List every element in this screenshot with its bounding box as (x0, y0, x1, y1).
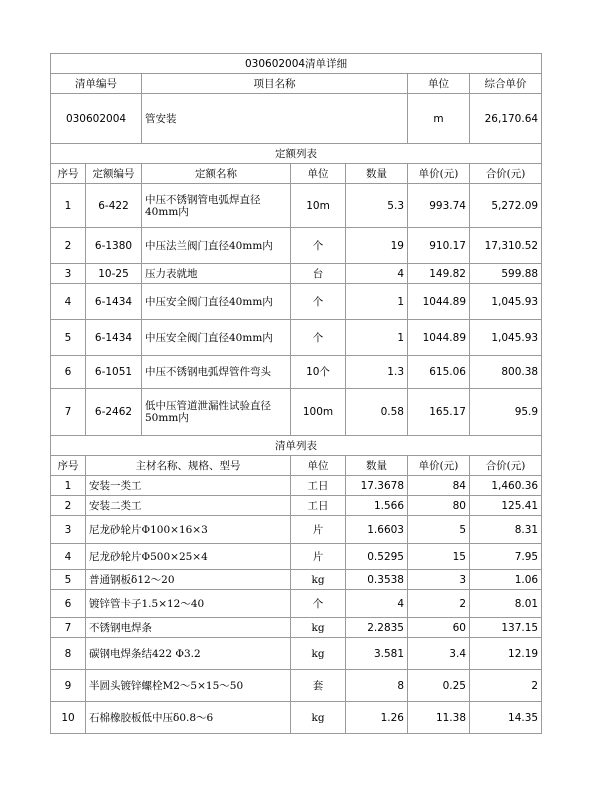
quota-row-no: 6 (51, 356, 86, 389)
quota-row-code: 6-2462 (86, 389, 142, 436)
quota-row (51, 184, 542, 228)
materials-row-no: 5 (51, 570, 86, 590)
quota-row-qty: 1.3 (346, 356, 408, 389)
quota-row-qty: 0.58 (346, 389, 408, 436)
materials-row-price: 2 (408, 590, 470, 618)
materials-row-price: 0.25 (408, 670, 470, 702)
materials-row-price: 80 (408, 496, 470, 516)
materials-row-no: 8 (51, 638, 86, 670)
materials-header-name: 主材名称、规格、型号 (86, 456, 291, 476)
quota-row-name: 中压安全阀门直径40mm内 (142, 320, 291, 356)
materials-row-no: 10 (51, 702, 86, 734)
quota-row-unit: 个 (291, 320, 346, 356)
materials-row-unit: 工日 (291, 476, 346, 496)
materials-row-total: 14.35 (470, 702, 542, 734)
materials-header-unit: 单位 (291, 456, 346, 476)
quota-header-row (51, 164, 542, 184)
materials-row (51, 544, 542, 570)
quota-header-no: 序号 (51, 164, 86, 184)
materials-row-qty: 1.6603 (346, 516, 408, 544)
quota-row (51, 228, 542, 264)
quota-row-no: 1 (51, 184, 86, 228)
materials-row (51, 570, 542, 590)
summary-header-row (51, 74, 542, 94)
quota-row-price: 1044.89 (408, 320, 470, 356)
materials-row-name: 半圆头镀锌螺栓M2～5×15～50 (86, 670, 291, 702)
materials-row-qty: 0.5295 (346, 544, 408, 570)
quota-row-no: 2 (51, 228, 86, 264)
materials-row-name: 镀锌管卡子1.5×12～40 (86, 590, 291, 618)
materials-row-unit: kg (291, 618, 346, 638)
quota-row-qty: 19 (346, 228, 408, 264)
summary-code: 030602004 (51, 94, 142, 144)
materials-row-total: 7.95 (470, 544, 542, 570)
materials-row (51, 670, 542, 702)
quota-header-total: 合价(元) (470, 164, 542, 184)
materials-row (51, 702, 542, 734)
quota-row-qty: 4 (346, 264, 408, 284)
materials-row-qty: 4 (346, 590, 408, 618)
materials-row-qty: 3.581 (346, 638, 408, 670)
materials-header-price: 单价(元) (408, 456, 470, 476)
quota-section-title: 定额列表 (51, 144, 542, 164)
quota-row (51, 320, 542, 356)
materials-row-name: 碳钢电焊条结422 Φ3.2 (86, 638, 291, 670)
quota-row-code: 10-25 (86, 264, 142, 284)
materials-row-price: 3 (408, 570, 470, 590)
quota-row-name: 中压不锈钢管电弧焊直径40mm内 (142, 184, 291, 228)
materials-row-no: 4 (51, 544, 86, 570)
materials-row-unit: kg (291, 638, 346, 670)
title-row (51, 54, 542, 74)
materials-row-unit: kg (291, 570, 346, 590)
quota-row-unit: 台 (291, 264, 346, 284)
quota-row-total: 95.9 (470, 389, 542, 436)
quota-row-price: 165.17 (408, 389, 470, 436)
quota-row-price: 993.74 (408, 184, 470, 228)
quota-header-unit: 单位 (291, 164, 346, 184)
materials-header-total: 合价(元) (470, 456, 542, 476)
materials-row-price: 60 (408, 618, 470, 638)
detail-table (50, 53, 542, 734)
header-code: 清单编号 (51, 74, 142, 94)
quota-row-total: 599.88 (470, 264, 542, 284)
materials-row-price: 15 (408, 544, 470, 570)
quota-row-unit: 100m (291, 389, 346, 436)
quota-section-row (51, 144, 542, 164)
quota-row-name: 中压安全阀门直径40mm内 (142, 284, 291, 320)
materials-row-name: 普通钢板δ12～20 (86, 570, 291, 590)
materials-row (51, 590, 542, 618)
quota-row (51, 389, 542, 436)
quota-row-code: 6-1380 (86, 228, 142, 264)
materials-row (51, 476, 542, 496)
materials-row-total: 2 (470, 670, 542, 702)
quota-row-name: 低中压管道泄漏性试验直径50mm内 (142, 389, 291, 436)
quota-row-price: 615.06 (408, 356, 470, 389)
quota-row-total: 1,045.93 (470, 284, 542, 320)
summary-name: 管安装 (142, 94, 408, 144)
summary-price: 26,170.64 (470, 94, 542, 144)
quota-header-name: 定额名称 (142, 164, 291, 184)
materials-row-name: 尼龙砂轮片Φ500×25×4 (86, 544, 291, 570)
materials-row-unit: 套 (291, 670, 346, 702)
header-item-name: 项目名称 (142, 74, 408, 94)
quota-row-total: 5,272.09 (470, 184, 542, 228)
quota-row-price: 1044.89 (408, 284, 470, 320)
materials-row-qty: 1.566 (346, 496, 408, 516)
materials-row-name: 不锈钢电焊条 (86, 618, 291, 638)
materials-row-total: 8.31 (470, 516, 542, 544)
summary-unit: m (408, 94, 470, 144)
materials-row (51, 638, 542, 670)
quota-row (51, 356, 542, 389)
materials-row-name: 安装一类工 (86, 476, 291, 496)
materials-section-row (51, 436, 542, 456)
materials-row (51, 516, 542, 544)
quota-row-qty: 1 (346, 284, 408, 320)
quota-row-code: 6-1051 (86, 356, 142, 389)
quota-row-code: 6-422 (86, 184, 142, 228)
quota-row-code: 6-1434 (86, 320, 142, 356)
materials-row-price: 11.38 (408, 702, 470, 734)
materials-row-total: 12.19 (470, 638, 542, 670)
materials-row-unit: 个 (291, 590, 346, 618)
materials-row (51, 496, 542, 516)
quota-row-name: 中压法兰阀门直径40mm内 (142, 228, 291, 264)
materials-row-total: 125.41 (470, 496, 542, 516)
quota-row-no: 7 (51, 389, 86, 436)
materials-row-unit: 片 (291, 516, 346, 544)
quota-row-no: 4 (51, 284, 86, 320)
materials-row-qty: 8 (346, 670, 408, 702)
table-title: 030602004清单详细 (51, 54, 542, 74)
materials-row-qty: 17.3678 (346, 476, 408, 496)
materials-row-price: 5 (408, 516, 470, 544)
header-unit-price: 综合单价 (470, 74, 542, 94)
quota-row-price: 910.17 (408, 228, 470, 264)
materials-header-row (51, 456, 542, 476)
materials-row-name: 尼龙砂轮片Φ100×16×3 (86, 516, 291, 544)
materials-row-price: 3.4 (408, 638, 470, 670)
quota-header-price: 单价(元) (408, 164, 470, 184)
materials-row-price: 84 (408, 476, 470, 496)
summary-row (51, 94, 542, 144)
materials-row-no: 6 (51, 590, 86, 618)
materials-row-no: 3 (51, 516, 86, 544)
materials-row-unit: 片 (291, 544, 346, 570)
materials-row-name: 安装二类工 (86, 496, 291, 516)
materials-row-unit: 工日 (291, 496, 346, 516)
materials-row-name: 石棉橡胶板低中压δ0.8～6 (86, 702, 291, 734)
quota-row-name: 压力表就地 (142, 264, 291, 284)
materials-header-no: 序号 (51, 456, 86, 476)
materials-row-total: 8.01 (470, 590, 542, 618)
header-unit: 单位 (408, 74, 470, 94)
quota-row-total: 800.38 (470, 356, 542, 389)
materials-row-no: 1 (51, 476, 86, 496)
materials-row-unit: kg (291, 702, 346, 734)
materials-row-total: 1,460.36 (470, 476, 542, 496)
materials-row (51, 618, 542, 638)
materials-row-total: 1.06 (470, 570, 542, 590)
quota-row-name: 中压不锈钢电弧焊管件弯头 (142, 356, 291, 389)
materials-section-title: 清单列表 (51, 436, 542, 456)
quota-row-unit: 10m (291, 184, 346, 228)
quota-row (51, 284, 542, 320)
quota-row-no: 5 (51, 320, 86, 356)
quota-header-code: 定额编号 (86, 164, 142, 184)
quota-row-qty: 1 (346, 320, 408, 356)
quota-row-code: 6-1434 (86, 284, 142, 320)
materials-row-qty: 2.2835 (346, 618, 408, 638)
quota-row-qty: 5.3 (346, 184, 408, 228)
materials-row-no: 2 (51, 496, 86, 516)
quota-header-qty: 数量 (346, 164, 408, 184)
quota-row-total: 1,045.93 (470, 320, 542, 356)
quota-row-unit: 10个 (291, 356, 346, 389)
quota-row-unit: 个 (291, 228, 346, 264)
quota-row-unit: 个 (291, 284, 346, 320)
quota-row (51, 264, 542, 284)
materials-row-no: 9 (51, 670, 86, 702)
materials-row-no: 7 (51, 618, 86, 638)
quota-row-price: 149.82 (408, 264, 470, 284)
quota-row-no: 3 (51, 264, 86, 284)
materials-row-qty: 0.3538 (346, 570, 408, 590)
quota-row-total: 17,310.52 (470, 228, 542, 264)
materials-row-total: 137.15 (470, 618, 542, 638)
materials-row-qty: 1.26 (346, 702, 408, 734)
materials-header-qty: 数量 (346, 456, 408, 476)
